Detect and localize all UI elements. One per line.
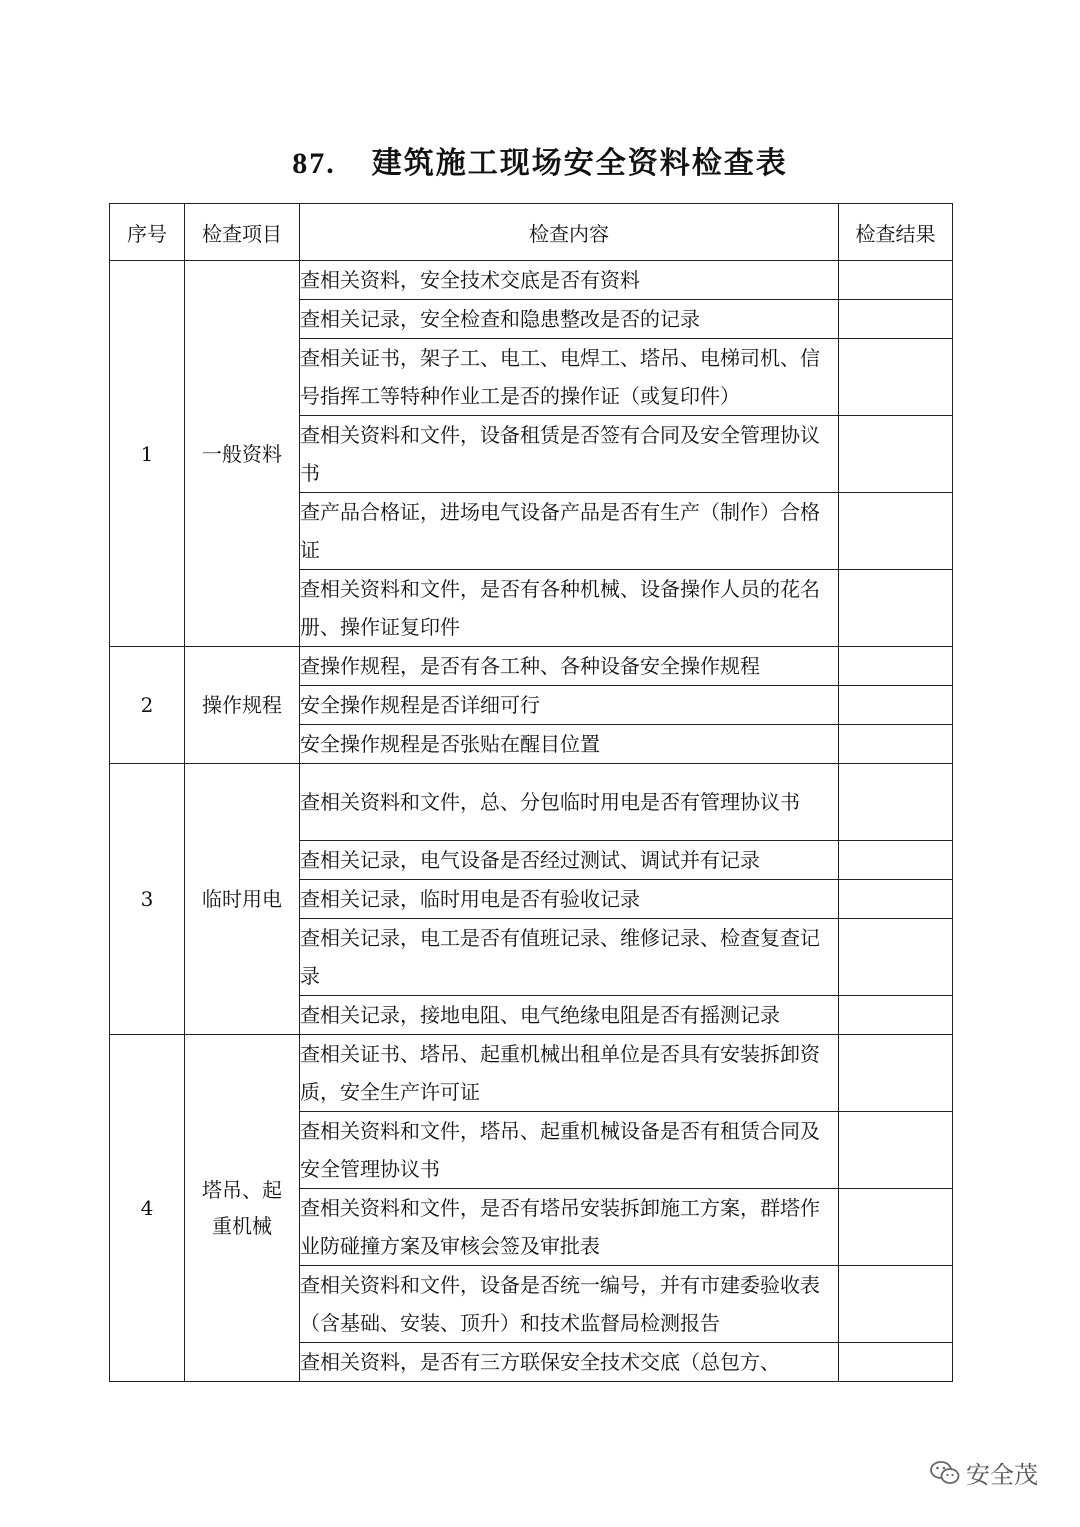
content-cell: 查相关资料和文件，是否有各种机械、设备操作人员的花名册、操作证复印件: [300, 570, 839, 647]
header-seq: 序号: [110, 204, 185, 261]
content-cell: 查相关资料和文件，总、分包临时用电是否有管理协议书: [300, 764, 839, 841]
content-cell: 查相关记录，临时用电是否有验收记录: [300, 880, 839, 919]
item-cell: [185, 1035, 300, 1382]
item-line: 塔吊、起: [202, 1178, 282, 1202]
content-cell: 安全操作规程是否张贴在醒目位置: [300, 725, 839, 764]
header-result: 检查结果: [839, 204, 953, 261]
content-cell: 查相关资料和文件，是否有塔吊安装拆卸施工方案，群塔作业防碰撞方案及审核会签及审批表: [300, 1189, 839, 1266]
content-cell: 查相关资料和文件，塔吊、起重机械设备是否有租赁合同及安全管理协议书: [300, 1112, 839, 1189]
result-cell[interactable]: [839, 1035, 953, 1112]
result-cell[interactable]: [839, 996, 953, 1035]
result-cell[interactable]: [839, 493, 953, 570]
result-cell[interactable]: [839, 919, 953, 996]
page-title: [0, 138, 1080, 182]
result-cell[interactable]: [839, 725, 953, 764]
seq-cell: 4: [110, 1035, 185, 1382]
content-cell: 查相关资料和文件，设备租赁是否签有合同及安全管理协议书: [300, 416, 839, 493]
header-row: [110, 204, 953, 261]
result-cell[interactable]: [839, 880, 953, 919]
result-cell[interactable]: [839, 339, 953, 416]
seq-cell: 1: [110, 261, 185, 647]
item-cell: 一般资料: [185, 261, 300, 647]
content-cell: 查相关资料，安全技术交底是否有资料: [300, 261, 839, 300]
result-cell[interactable]: [839, 764, 953, 841]
table-row: [110, 261, 953, 300]
watermark-text: 安全茂: [966, 1461, 1038, 1489]
wechat-icon: [930, 1460, 960, 1486]
content-cell: 查相关记录，电气设备是否经过测试、调试并有记录: [300, 841, 839, 880]
content-cell: 查相关记录，电工是否有值班记录、维修记录、检查复查记录: [300, 919, 839, 996]
header-content: 检查内容: [300, 204, 839, 261]
result-cell[interactable]: [839, 1112, 953, 1189]
table-row: [110, 647, 953, 686]
content-cell: 查相关记录，安全检查和隐患整改是否的记录: [300, 300, 839, 339]
item-line: 重机械: [212, 1214, 272, 1238]
table-row: [110, 764, 953, 841]
title-number: 87.: [292, 147, 336, 180]
seq-cell: 3: [110, 764, 185, 1035]
result-cell[interactable]: [839, 570, 953, 647]
result-cell[interactable]: [839, 1189, 953, 1266]
item-cell: 临时用电: [185, 764, 300, 1035]
result-cell[interactable]: [839, 416, 953, 493]
content-cell: 查相关证书、塔吊、起重机械出租单位是否具有安装拆卸资质，安全生产许可证: [300, 1035, 839, 1112]
checklist-table: [109, 203, 953, 1382]
content-cell: 查产品合格证，进场电气设备产品是否有生产（制作）合格证: [300, 493, 839, 570]
content-cell: 查相关资料，是否有三方联保安全技术交底（总包方、: [300, 1343, 839, 1382]
content-cell: 查相关资料和文件，设备是否统一编号，并有市建委验收表（含基础、安装、顶升）和技术监督局检测报告: [300, 1266, 839, 1343]
result-cell[interactable]: [839, 686, 953, 725]
content-cell: 查操作规程，是否有各工种、各种设备安全操作规程: [300, 647, 839, 686]
watermark: [930, 1455, 1038, 1490]
header-item: 检查项目: [185, 204, 300, 261]
table-row: [110, 1035, 953, 1112]
result-cell[interactable]: [839, 1343, 953, 1382]
result-cell[interactable]: [839, 1266, 953, 1343]
content-cell: 查相关证书，架子工、电工、电焊工、塔吊、电梯司机、信号指挥工等特种作业工是否的操作证（或复印件）: [300, 339, 839, 416]
title-text: 建筑施工现场安全资料检查表: [371, 146, 788, 181]
result-cell[interactable]: [839, 261, 953, 300]
content-cell: 安全操作规程是否详细可行: [300, 686, 839, 725]
result-cell[interactable]: [839, 841, 953, 880]
result-cell[interactable]: [839, 300, 953, 339]
result-cell[interactable]: [839, 647, 953, 686]
item-cell: 操作规程: [185, 647, 300, 764]
seq-cell: 2: [110, 647, 185, 764]
content-cell: 查相关记录，接地电阻、电气绝缘电阻是否有摇测记录: [300, 996, 839, 1035]
